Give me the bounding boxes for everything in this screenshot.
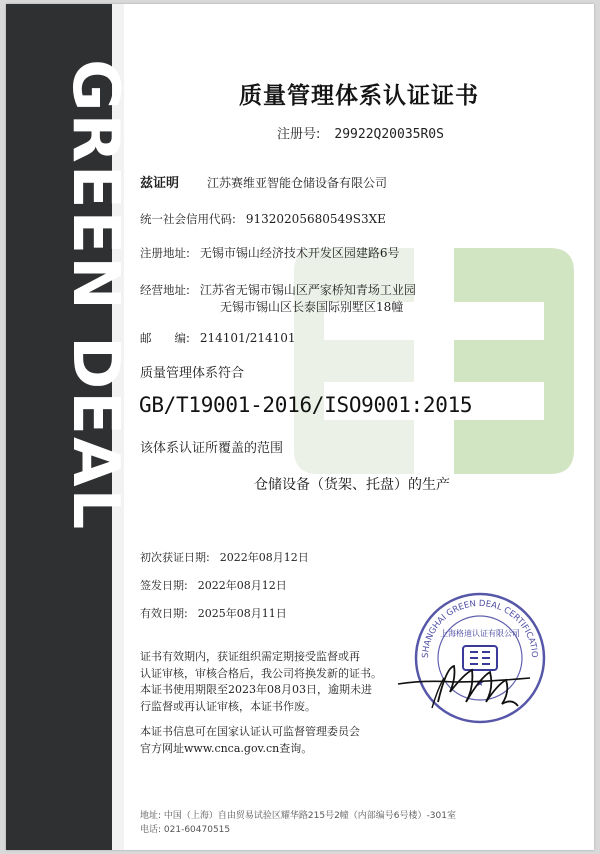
svg-text:★: ★ (475, 679, 485, 689)
conformity-heading: 质量管理体系符合 (140, 366, 245, 381)
certify-line (140, 172, 387, 191)
initial-date-label: 初次获证日期: (140, 551, 210, 564)
scope-value: 仓储设备（货架、托盘）的生产 (254, 477, 450, 493)
expiry-date-label: 有效日期: (140, 607, 188, 620)
footer-phone: 电话: 021-60470515 (140, 825, 231, 835)
certify-label: 兹证明 (140, 176, 180, 191)
initial-date-value: 2022年08月12日 (219, 551, 309, 564)
scope-heading: 该体系认证所覆盖的范围 (140, 441, 284, 456)
note-line: 官方网址www.cnca.gov.cn查询。 (140, 741, 313, 755)
company-name: 江苏赛维亚智能仓储设备有限公司 (207, 176, 388, 190)
business-address-line1: 江苏省无锡市锡山区严家桥知青场工业园 (199, 283, 416, 297)
registered-address-line (140, 244, 400, 261)
registered-address-label: 注册地址: (140, 246, 190, 260)
postal-code-value: 214101/214101 (199, 331, 296, 345)
footer-contact (140, 809, 456, 837)
credit-code-label: 统一社会信用代码: (140, 212, 236, 226)
note-line: 认证审核，审核合格后，我公司将换发新的证书。 (140, 666, 382, 680)
business-address-line (140, 281, 416, 314)
credit-code-line (140, 211, 386, 227)
seal-english-text: SHANGHAI GREEN DEAL CERTIFICATIO (420, 598, 540, 659)
registered-address-value: 无锡市锡山经济技术开发区园建路6号 (199, 246, 400, 260)
business-address-label: 经营地址: (140, 283, 190, 297)
expiry-date-line (140, 605, 287, 621)
issue-date-label: 签发日期: (140, 579, 188, 592)
standard-code: GB/T19001-2016/ISO9001:2015 (139, 393, 473, 417)
expiry-date-value: 2025年08月11日 (197, 607, 287, 620)
certificate-page (6, 4, 594, 850)
business-address-line2: 无锡市锡山区长泰国际别墅区18幢 (220, 300, 404, 314)
issue-date-value: 2022年08月12日 (197, 579, 287, 592)
postal-code-label: 邮 编: (140, 331, 190, 345)
brand-band (6, 4, 132, 850)
seal-chinese-text: 上海格迪认证有限公司 (440, 629, 520, 638)
issue-date-line (140, 577, 287, 593)
certificate-title: 质量管理体系认证证书 (239, 83, 479, 109)
cnca-note (140, 724, 430, 757)
registration-value: 29922Q20035R0S (334, 127, 444, 142)
postal-code-line (140, 330, 296, 346)
watermark-logo-icon (284, 242, 584, 480)
credit-code-value: 91320205680549S3XE (245, 212, 386, 226)
note-line: 行监督或再认证审核，本证书作废。 (140, 699, 316, 713)
note-line: 本证书使用期限至2023年08月03日，逾期未进 (140, 683, 372, 696)
brand-vertical-text: GREEN DEAL (58, 59, 132, 532)
note-line: 本证书信息可在国家认证认可监督管理委员会 (140, 725, 360, 738)
note-line: 证书有效期内，获证组织需定期接受监督或再 (140, 650, 360, 663)
signature-icon (394, 658, 534, 716)
validity-note (140, 649, 410, 715)
initial-date-line (140, 549, 309, 565)
registration-number (277, 123, 444, 142)
footer-address: 地址: 中国（上海）自由贸易试验区耀华路215号2幢（内部编号6号楼）-301室 (140, 811, 456, 821)
registration-label: 注册号: (277, 127, 321, 142)
